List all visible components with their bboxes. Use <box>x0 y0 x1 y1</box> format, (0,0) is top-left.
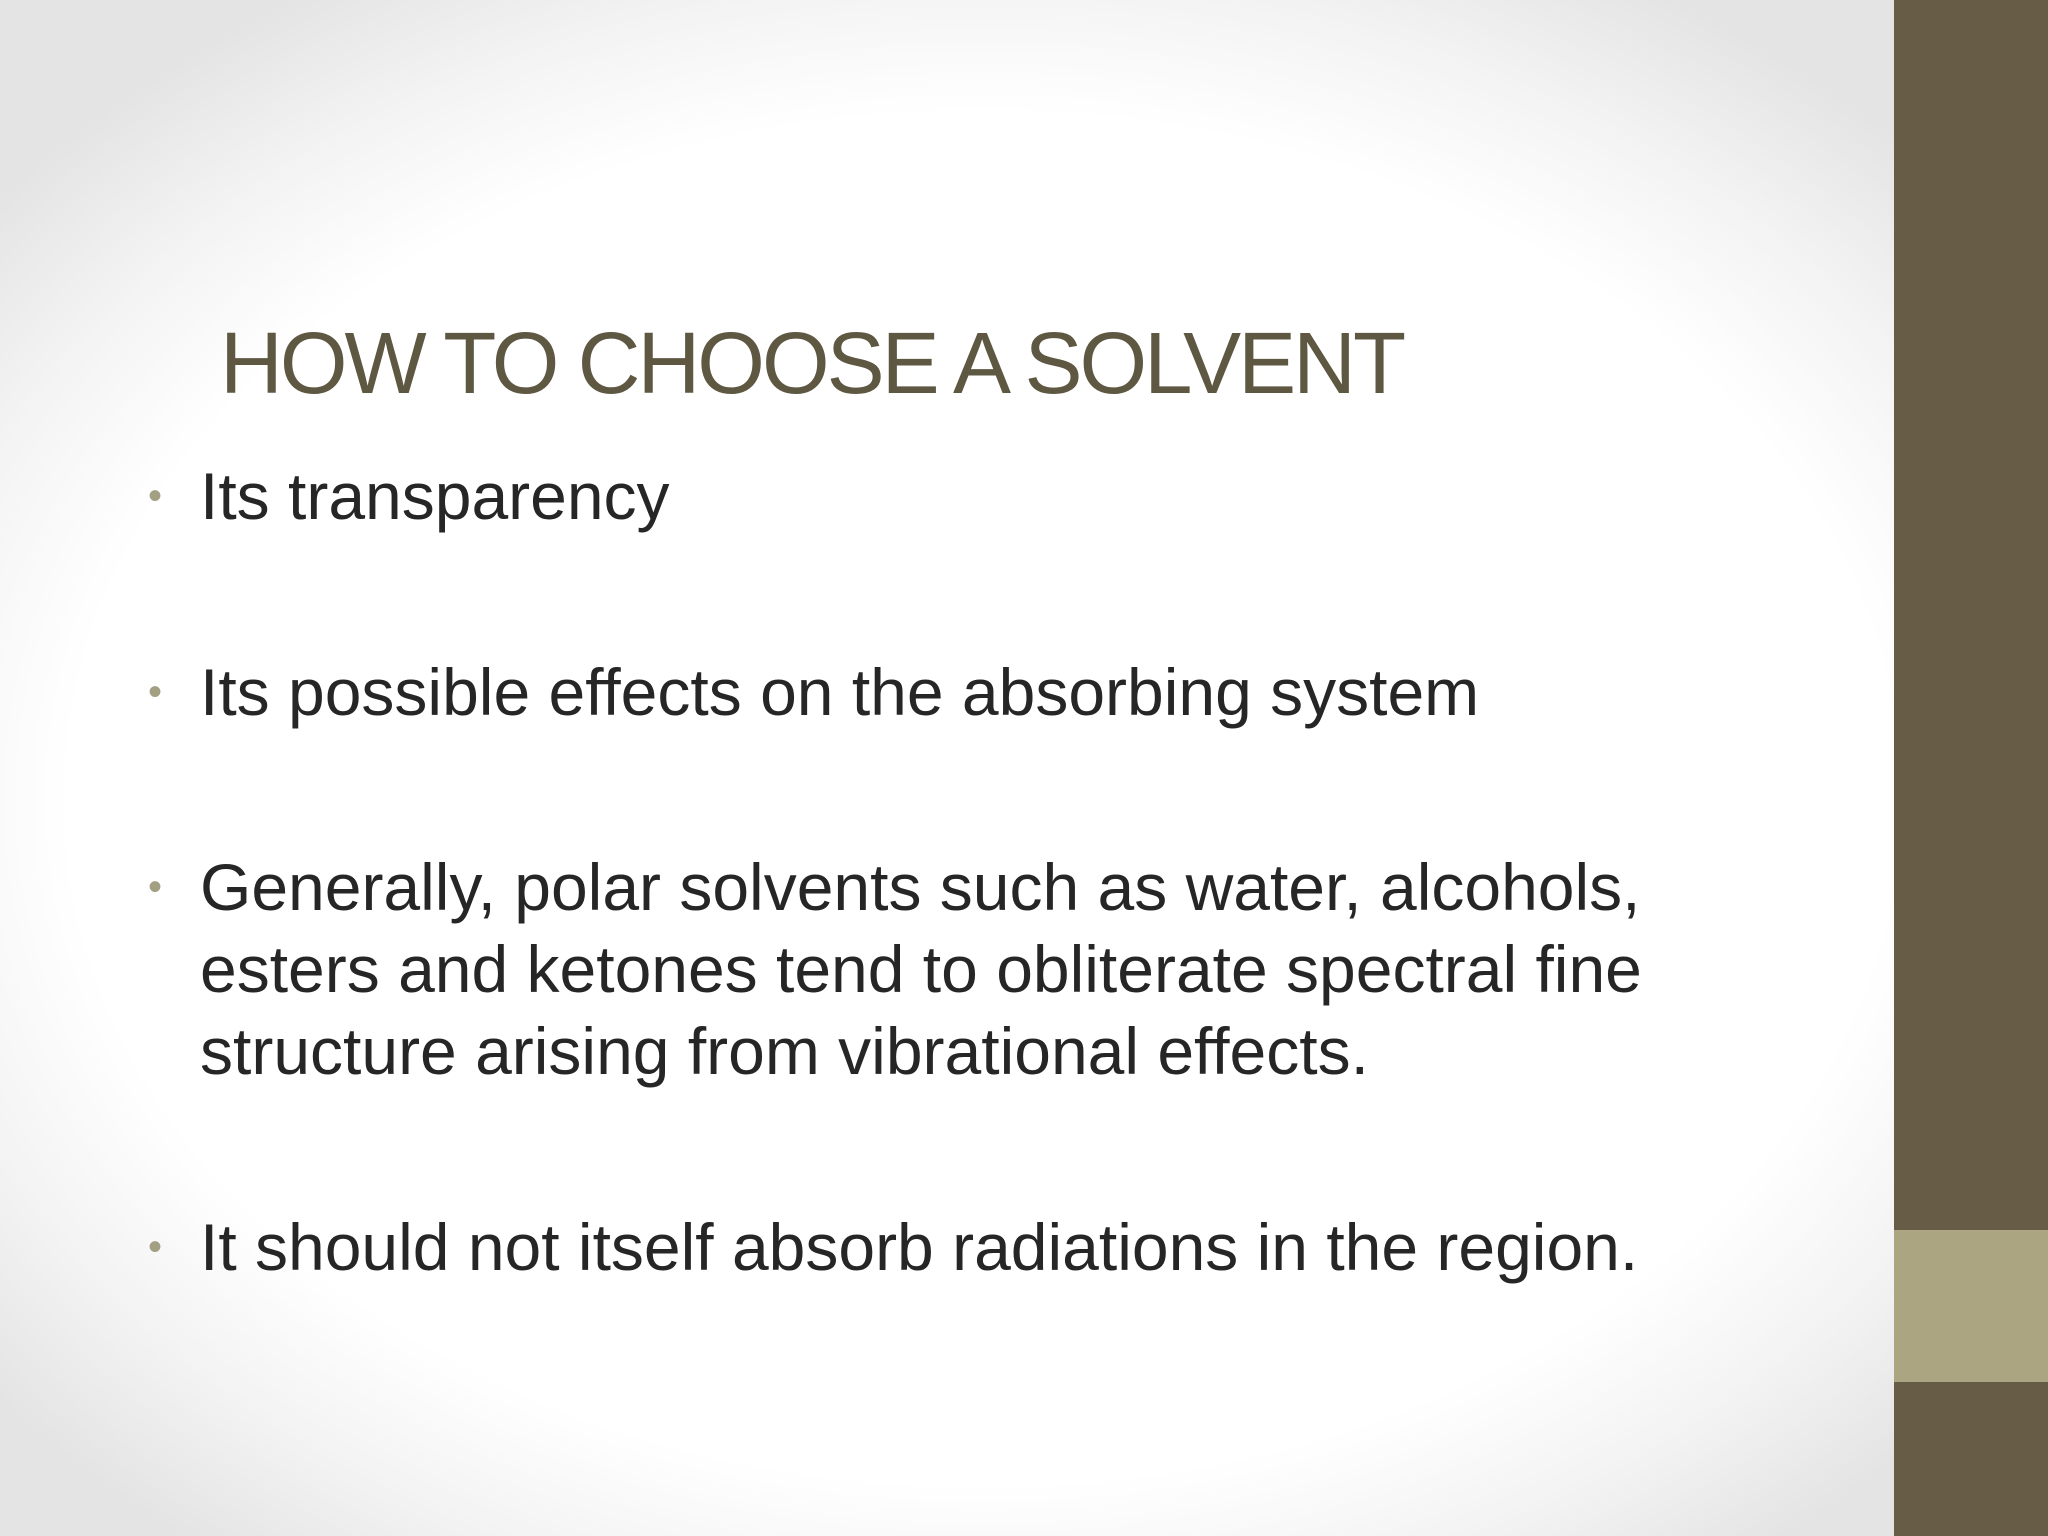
slide-title: HOW TO CHOOSE A SOLVENT <box>220 315 1404 412</box>
bullet-dot-icon: • <box>148 865 163 909</box>
bullet-text: Its transparency <box>200 459 670 533</box>
bullet-text: Generally, polar solvents such as water, alcohols, esters and ketones tend to obliterate spectral fine structure arising from vibrational effects. <box>200 850 1642 1088</box>
bullet-text: It should not itself absorb radiations in the region. <box>200 1210 1639 1284</box>
bullet-text: Its possible effects on the absorbing system <box>200 655 1480 729</box>
bullet-dot-icon: • <box>148 474 163 518</box>
bullet-dot-icon: • <box>148 670 163 714</box>
bullet-dot-icon: • <box>148 1225 163 1269</box>
side-bar-accent <box>1894 1230 2048 1382</box>
